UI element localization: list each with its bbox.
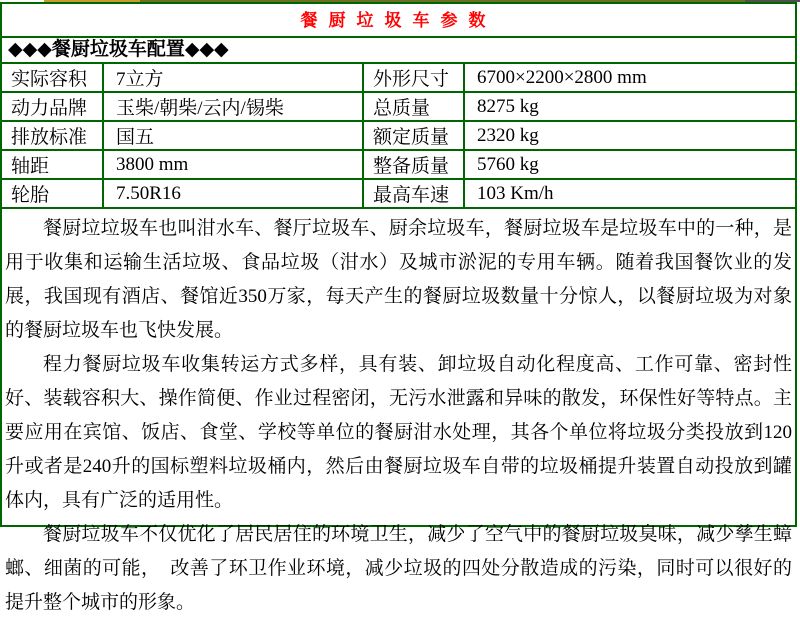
- spec-value: 玉柴/朝柴/云内/锡柴: [103, 92, 363, 121]
- spec-value: 国五: [103, 121, 363, 150]
- spec-row: [2, 64, 795, 92]
- spec-value: 7.50R16: [103, 179, 363, 208]
- spec-label: 外形尺寸: [363, 64, 464, 92]
- spec-label: 实际容积: [2, 64, 103, 92]
- spec-value: 8275 kg: [464, 92, 795, 121]
- spec-value: 3800 mm: [103, 150, 363, 179]
- title-row: [2, 4, 795, 38]
- spec-row: [2, 121, 795, 150]
- spec-row: [2, 179, 795, 208]
- description-paragraph: 餐厨垃圾车不仅优化了居民居住的环境卫生，减少了空气中的餐厨垃圾臭味，减少孳生蟑螂、细菌的可能， 改善了环卫作业环境，减少垃圾的四处分散造成的污染，同时可以很好的提升整个城市的形象。: [5, 524, 792, 613]
- spec-row: [2, 92, 795, 121]
- spec-label: 总质量: [363, 92, 464, 121]
- spec-value: 5760 kg: [464, 150, 795, 179]
- spec-value: 6700×2200×2800 mm: [464, 64, 795, 92]
- spec-label: 整备质量: [363, 150, 464, 179]
- spec-label: 排放标准: [2, 121, 103, 150]
- spec-row: [2, 150, 795, 179]
- spec-label: 轴距: [2, 150, 103, 179]
- spec-table-body: [2, 64, 795, 208]
- spec-label: 动力品牌: [2, 92, 103, 121]
- spec-label: 最高车速: [363, 179, 464, 208]
- spec-table: [2, 64, 795, 209]
- spec-value: 103 Km/h: [464, 179, 795, 208]
- spec-value: 7立方: [103, 64, 363, 92]
- document-box: [0, 2, 797, 613]
- spec-value: 2320 kg: [464, 121, 795, 150]
- description: [2, 209, 795, 620]
- description-paragraph: 餐厨垃垃圾车也叫泔水车、餐厅垃圾车、厨余垃圾车，餐厨垃圾车是垃圾车中的一种，是用于收集和运输生活垃圾、食品垃圾（泔水）及城市淤泥的专用车辆。随着我国餐饮业的发展，我国现有酒店、餐馆近350万家，每天产生的餐厨垃圾数量十分惊人，以餐厨垃圾为对象的餐厨垃圾车也飞快发展。: [5, 218, 792, 341]
- spec-label: 额定质量: [363, 121, 464, 150]
- section-header: ◆◆◆餐厨垃圾车配置◆◆◆: [2, 38, 795, 64]
- spec-label: 轮胎: [2, 179, 103, 208]
- page-title: 餐厨垃圾车参数: [300, 11, 497, 30]
- description-paragraph: 程力餐厨垃圾车收集转运方式多样，具有装、卸垃圾自动化程度高、工作可靠、密封性好、装载容积大、操作简便、作业过程密闭，无污水泄露和异味的散发，环保性好等特点。主要应用在宾馆、饭店、食堂、学校等单位的餐厨泔水处理，其各个单位将垃圾分类投放到120升或者是240升的国标塑料垃圾桶内，然后由餐厨垃圾车自带的垃圾桶提升装置自动投放到罐体内，具有广泛的适用性。: [5, 354, 792, 511]
